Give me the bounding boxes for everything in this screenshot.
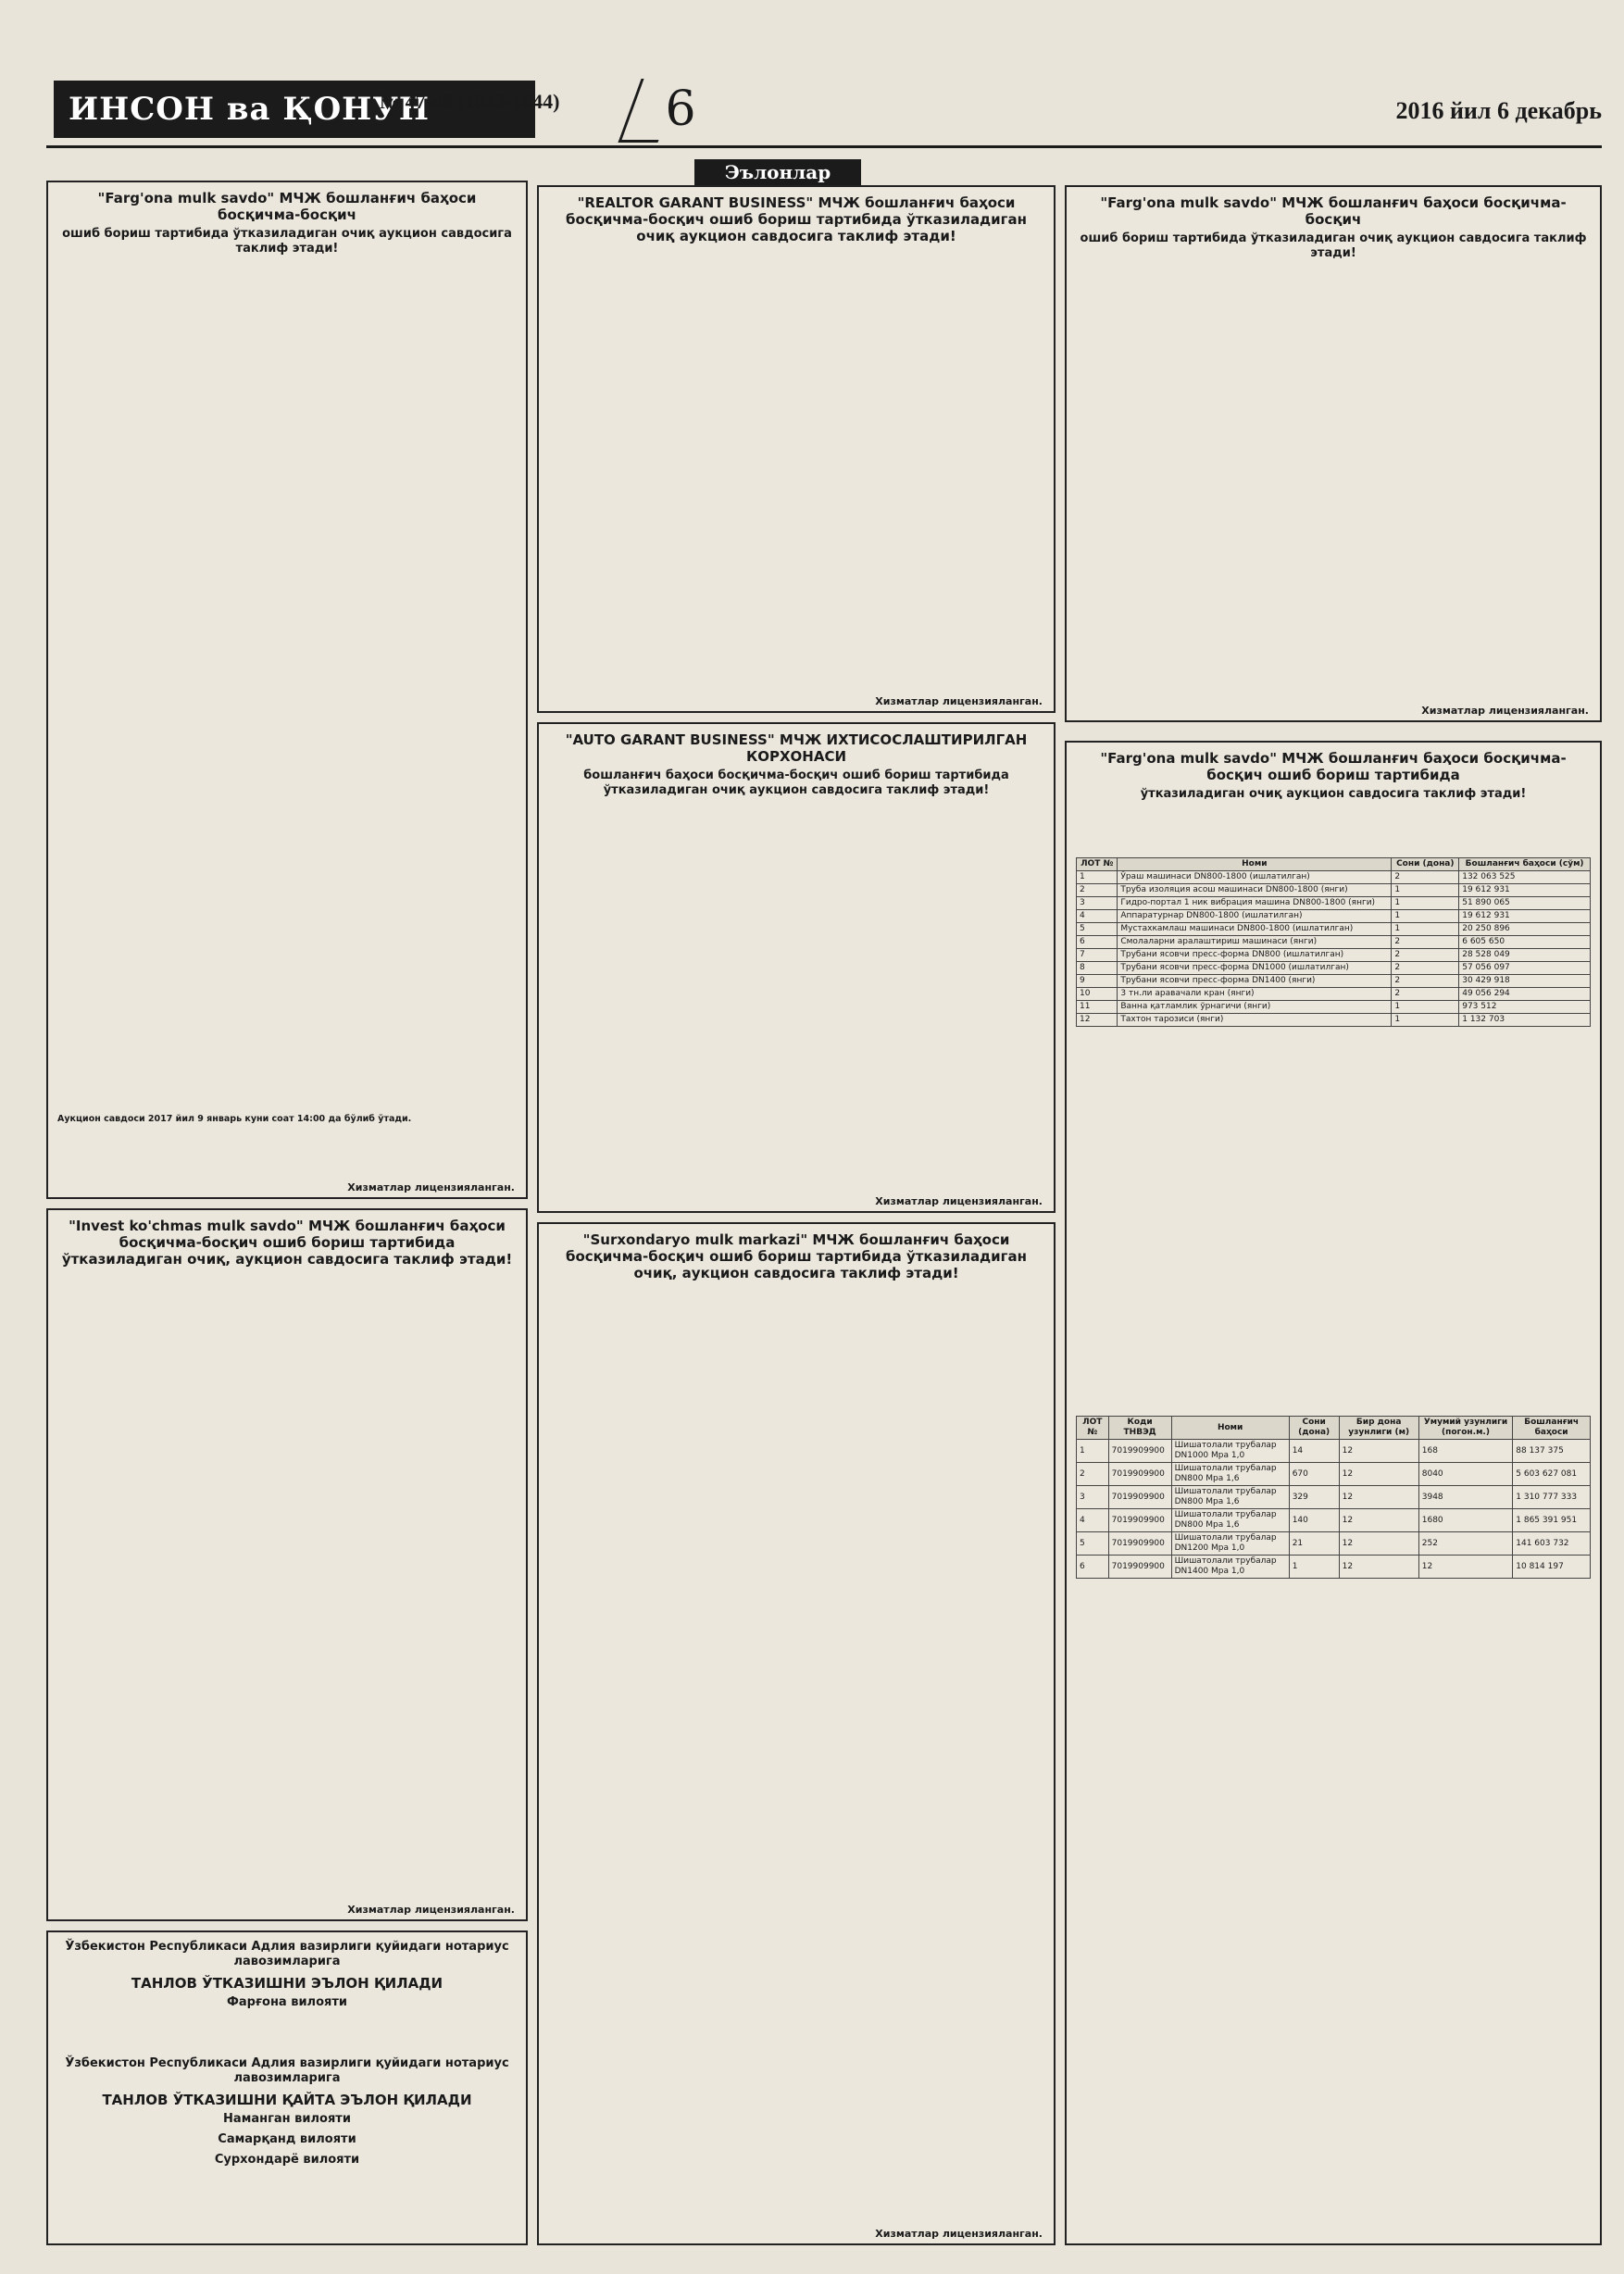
table-cell: 132 063 525 [1459, 871, 1591, 884]
table-cell: 670 [1289, 1463, 1339, 1486]
table-cell: 1 865 391 951 [1513, 1509, 1591, 1532]
table-cell: 3 тн.ли аравачали кран (янги) [1118, 988, 1392, 1001]
ad-license: Хизматлар лицензияланган. [347, 1904, 515, 1916]
ad-invest [46, 1208, 528, 1921]
table-cell: 2 [1392, 962, 1459, 975]
table-cell: 141 603 732 [1513, 1532, 1591, 1556]
ad-realtor-garant [537, 185, 1056, 713]
table-row [1077, 897, 1591, 910]
table-row [1077, 910, 1591, 923]
table-header: Номи [1171, 1417, 1289, 1440]
ad-body-text [57, 262, 517, 1114]
table-cell: 3948 [1418, 1486, 1513, 1509]
ad-license: Хизматлар лицензияланган. [1421, 705, 1589, 717]
table-cell: 11 [1077, 1001, 1118, 1014]
table-cell: 140 [1289, 1509, 1339, 1532]
table-cell: 1 [1077, 871, 1118, 884]
table-cell: 329 [1289, 1486, 1339, 1509]
table-cell: 28 528 049 [1459, 949, 1591, 962]
table-cell: 1 132 703 [1459, 1014, 1591, 1027]
table-cell: 6 [1077, 936, 1118, 949]
ad-company: "Farg'ona mulk savdo" МЧЖ бошланғич баҳоси босқичма-босқич [1100, 194, 1567, 228]
ad-company: "Invest ko'chmas mulk savdo" МЧЖ бошланғич баҳоси босқичма-босқич ошиб бориш тартибида ўтказиладиган очиқ, аукцион савдосига таклиф этади! [61, 1218, 513, 1268]
table-cell: Ўраш машинаси DN800-1800 (ишлатилган) [1118, 871, 1392, 884]
table-cell: 2 [1392, 975, 1459, 988]
table-header: Номи [1118, 858, 1392, 871]
table-cell: Трубани ясовчи пресс-форма DN1400 (янги) [1118, 975, 1392, 988]
ad-subtitle: ўтказиладиган очиқ аукцион савдосига таклиф этади! [1140, 787, 1527, 801]
masthead [46, 79, 1602, 153]
table-cell: Ванна қатламлик ўрнагичи (янги) [1118, 1001, 1392, 1014]
table-row [1077, 1556, 1591, 1579]
table-cell: 2 [1392, 871, 1459, 884]
table-cell: 4 [1077, 1509, 1109, 1532]
table-cell: 10 814 197 [1513, 1556, 1591, 1579]
table-cell: 5 603 627 081 [1513, 1463, 1591, 1486]
table-cell: 7019909900 [1108, 1556, 1171, 1579]
ad-license: Хизматлар лицензияланган. [875, 1195, 1043, 1207]
table-cell: Гидро-портал 1 ник вибрация машина DN800-1800 (янги) [1118, 897, 1392, 910]
table-row [1077, 1014, 1591, 1027]
table-cell: 4 [1077, 910, 1118, 923]
table-cell: Мустахкамлаш машинаси DN800-1800 (ишлатилган) [1118, 923, 1392, 936]
table-cell: 1 310 777 333 [1513, 1486, 1591, 1509]
table-cell: 12 [1339, 1556, 1418, 1579]
table-cell: 7 [1077, 949, 1118, 962]
table-row [1077, 1463, 1591, 1486]
table-cell: 20 250 896 [1459, 923, 1591, 936]
table-cell: 3 [1077, 897, 1118, 910]
ad-subtitle: ошиб бориш тартибида ўтказиладиган очиқ аукцион савдосига таклиф этади! [1080, 231, 1587, 260]
table-cell: 1 [1077, 1440, 1109, 1463]
table-cell: 8 [1077, 962, 1118, 975]
table-cell: 9 [1077, 975, 1118, 988]
publication-date: 2016 йил 6 декабрь [1395, 97, 1602, 124]
ad-fargona-1 [46, 181, 528, 1199]
table-row [1077, 923, 1591, 936]
table-row [1077, 975, 1591, 988]
ad-license: Хизматлар лицензияланган. [875, 695, 1043, 707]
table-cell: 1 [1392, 1001, 1459, 1014]
page-number: 6 [665, 81, 696, 137]
table-row [1077, 949, 1591, 962]
table-cell: 2 [1392, 949, 1459, 962]
table-cell: 12 [1077, 1014, 1118, 1027]
table-cell: 7019909900 [1108, 1486, 1171, 1509]
table-cell: 30 429 918 [1459, 975, 1591, 988]
table-cell: 57 056 097 [1459, 962, 1591, 975]
notary-region-4: Сурхондарё вилояти [214, 2153, 360, 2167]
table-header: Коди ТНВЭД [1108, 1417, 1171, 1440]
equipment-table-wrap [1076, 857, 1591, 1027]
table-cell: Труба изоляция асош машинаси DN800-1800 (янги) [1118, 884, 1392, 897]
table-cell: 1 [1289, 1556, 1339, 1579]
table-header: Бошланғич баҳоси [1513, 1417, 1591, 1440]
table-header: ЛОТ № [1077, 858, 1118, 871]
table-cell: 7019909900 [1108, 1509, 1171, 1532]
table-row [1077, 1509, 1591, 1532]
ad-subtitle: бошланғич баҳоси босқичма-босқич ошиб бориш тартибида ўтказиладиган очиқ аукцион савдосига таклиф этади! [583, 768, 1009, 797]
equipment-table [1076, 857, 1591, 1027]
table-header: Бошланғич баҳоси (сўм) [1459, 858, 1591, 871]
ad-company: "AUTO GARANT BUSINESS" МЧЖ ИХТИСОСЛАШТИРИЛГАН КОРХОНАСИ [565, 731, 1028, 765]
table-row [1077, 936, 1591, 949]
ad-auto-garant [537, 722, 1056, 1213]
ad-license: Хизматлар лицензияланган. [347, 1181, 515, 1193]
pipes-table-wrap [1076, 1416, 1591, 1579]
ad-fargona-3 [1065, 741, 1602, 2245]
table-cell: 252 [1418, 1532, 1513, 1556]
table-cell: Тахтон тарозиси (янги) [1118, 1014, 1392, 1027]
table-cell: 51 890 065 [1459, 897, 1591, 910]
table-row [1077, 1001, 1591, 1014]
masthead-rule [46, 145, 1602, 148]
table-cell: 10 [1077, 988, 1118, 1001]
table-cell: 1 [1392, 910, 1459, 923]
table-cell: 2 [1077, 884, 1118, 897]
table-cell: 19 612 931 [1459, 910, 1591, 923]
notary-title-1: Ўзбекистон Республикаси Адлия вазирлиги қуйидаги нотариус лавозимларига [65, 1940, 509, 1968]
table-cell: 12 [1418, 1556, 1513, 1579]
table-cell: 49 056 294 [1459, 988, 1591, 1001]
table-cell: 12 [1339, 1463, 1418, 1486]
table-cell: 12 [1339, 1486, 1418, 1509]
notary-region: Фарғона вилояти [226, 1995, 348, 2009]
table-header: Сони (дона) [1392, 858, 1459, 871]
ad-subtitle: ошиб бориш тартибида ўтказиладиган очиқ аукцион савдосига таклиф этади! [62, 227, 512, 256]
table-cell: 2 [1392, 936, 1459, 949]
table-cell: 3 [1077, 1486, 1109, 1509]
ad-fargona-2 [1065, 185, 1602, 722]
table-cell: 12 [1339, 1440, 1418, 1463]
table-cell: 7019909900 [1108, 1463, 1171, 1486]
table-cell: Шишатолали трубалар DN800 Мра 1,6 [1171, 1509, 1289, 1532]
table-cell: Шишатолали трубалар DN1200 Мра 1,0 [1171, 1532, 1289, 1556]
table-header: Сони (дона) [1289, 1417, 1339, 1440]
table-cell: 7019909900 [1108, 1532, 1171, 1556]
table-cell: 12 [1339, 1509, 1418, 1532]
table-cell: 14 [1289, 1440, 1339, 1463]
table-row [1077, 884, 1591, 897]
table-cell: 2 [1077, 1463, 1109, 1486]
ad-company: "Farg'ona mulk savdo" МЧЖ бошланғич баҳоси босқичма-босқич ошиб бориш тартибида [1100, 750, 1567, 783]
ad-surxondaryo [537, 1222, 1056, 2245]
table-cell: 21 [1289, 1532, 1339, 1556]
table-header: ЛОТ № [1077, 1417, 1109, 1440]
table-cell: 12 [1339, 1532, 1418, 1556]
notary-region-3: Самарқанд вилояти [218, 2132, 356, 2146]
issue-number: № 47-48 (1043-1044) [380, 90, 560, 113]
notary-title-3: Ўзбекистон Республикаси Адлия вазирлиги қуйидаги нотариус лавозимларига [65, 2056, 509, 2085]
table-cell: 5 [1077, 1532, 1109, 1556]
section-title: Эълонлар [694, 159, 861, 185]
table-row [1077, 988, 1591, 1001]
ad-company: "REALTOR GARANT BUSINESS" МЧЖ бошланғич баҳоси босқичма-босқич ошиб бориш тартибида ўтказиладиган очиқ аукцион савдосига таклиф этади! [565, 194, 1028, 244]
table-cell: 1 [1392, 884, 1459, 897]
table-row [1077, 962, 1591, 975]
table-cell: 973 512 [1459, 1001, 1591, 1014]
table-row [1077, 1532, 1591, 1556]
table-cell: 6 605 650 [1459, 936, 1591, 949]
table-cell: 2 [1392, 988, 1459, 1001]
table-cell: 1 [1392, 897, 1459, 910]
table-cell: Шишатолали трубалар DN1400 Мра 1,0 [1171, 1556, 1289, 1579]
table-cell: 6 [1077, 1556, 1109, 1579]
table-header: Умумий узунлиги (погон.м.) [1418, 1417, 1513, 1440]
ad-company: "Surxondaryo mulk markazi" МЧЖ бошланғич баҳоси босқичма-босқич ошиб бориш тартибида ўтказиладиган очиқ, аукцион савдосига таклиф этади! [565, 1231, 1028, 1281]
table-cell: 7019909900 [1108, 1440, 1171, 1463]
table-cell: Шишатолали трубалар DN800 Мра 1,6 [1171, 1463, 1289, 1486]
table-row [1077, 1440, 1591, 1463]
ad-auction-date: Аукцион савдоси 2017 йил 9 январь куни соат 14:00 да бўлиб ўтади. [57, 1114, 412, 1124]
table-row [1077, 871, 1591, 884]
table-cell: 88 137 375 [1513, 1440, 1591, 1463]
table-cell: Шишатолали трубалар DN1000 Мра 1,0 [1171, 1440, 1289, 1463]
notary-title-2: ТАНЛОВ ЎТКАЗИШНИ ЭЪЛОН ҚИЛАДИ [131, 1975, 443, 1992]
table-cell: Смолаларни аралаштириш машинаси (янги) [1118, 936, 1392, 949]
table-cell: 19 612 931 [1459, 884, 1591, 897]
table-cell: Трубани ясовчи пресс-форма DN1000 (ишлатилган) [1118, 962, 1392, 975]
newspaper-logo: ИНСОН ва ҚОНУН [54, 81, 535, 138]
ad-license: Хизматлар лицензияланган. [875, 2228, 1043, 2240]
notary-title-4: ТАНЛОВ ЎТКАЗИШНИ ҚАЙТА ЭЪЛОН ҚИЛАДИ [102, 2092, 472, 2108]
table-cell: 1680 [1418, 1509, 1513, 1532]
ad-company: "Farg'ona mulk savdo" МЧЖ бошланғич баҳоси босқичма-босқич [97, 190, 477, 223]
table-row [1077, 1486, 1591, 1509]
table-cell: Шишатолали трубалар DN800 Мра 1,6 [1171, 1486, 1289, 1509]
table-cell: 8040 [1418, 1463, 1513, 1486]
table-cell: 1 [1392, 923, 1459, 936]
table-cell: 1 [1392, 1014, 1459, 1027]
pipes-table [1076, 1416, 1591, 1579]
table-header: Бир дона узунлиги (м) [1339, 1417, 1418, 1440]
newspaper-page [46, 0, 1602, 2274]
ad-notary [46, 1930, 528, 2245]
table-cell: 168 [1418, 1440, 1513, 1463]
table-cell: Трубани ясовчи пресс-форма DN800 (ишлатилган) [1118, 949, 1392, 962]
table-cell: 5 [1077, 923, 1118, 936]
notary-region-2: Наманган вилояти [223, 2112, 351, 2126]
table-cell: Аппаратурнар DN800-1800 (ишлатилган) [1118, 910, 1392, 923]
